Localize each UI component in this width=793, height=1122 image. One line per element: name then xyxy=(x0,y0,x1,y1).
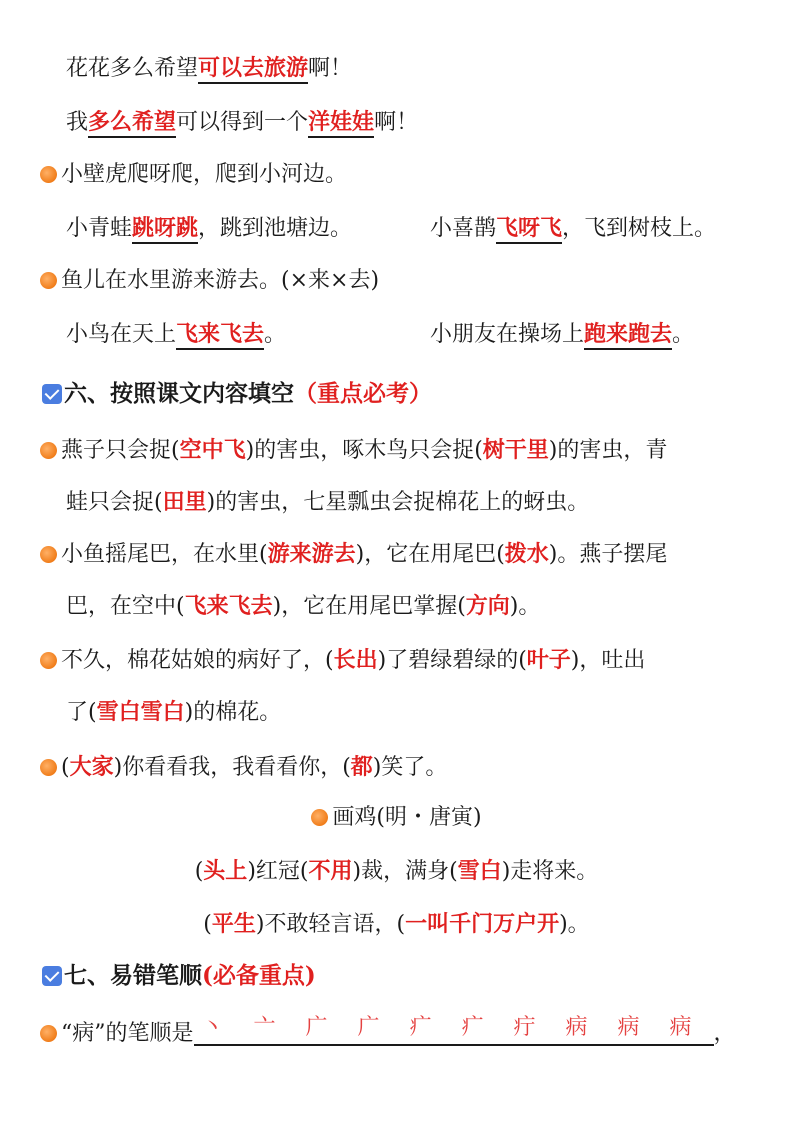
bullet-icon xyxy=(40,442,57,459)
answer-text: 头上 xyxy=(203,858,248,884)
poem-line xyxy=(0,855,793,887)
stroke-step: 病 xyxy=(669,1015,692,1040)
text: 小鸟在天上 xyxy=(66,322,177,347)
bullet-line xyxy=(0,751,793,783)
text: ，飞到树枝上。 xyxy=(562,216,717,241)
text: 啊！ xyxy=(374,110,419,135)
stroke-step: 病 xyxy=(617,1015,640,1040)
text: 不久，棉花姑娘的病好了，( xyxy=(61,648,334,673)
answer-text: 大家 xyxy=(69,754,114,780)
text: ( xyxy=(194,859,204,884)
answer-text: 跳呀跳 xyxy=(132,215,198,244)
stroke-step: 病 xyxy=(565,1015,588,1040)
text: 小朋友在操场上 xyxy=(430,322,585,347)
stroke-step: 丶 xyxy=(201,1015,224,1040)
text: )的害虫，七星瓢虫会捉棉花上的蚜虫。 xyxy=(206,490,590,515)
text: ， xyxy=(713,1021,736,1046)
answer-text: 长出 xyxy=(333,647,378,673)
text: 燕子只会捉( xyxy=(61,438,180,463)
checkbox-icon xyxy=(42,966,62,986)
stroke-step: 广 xyxy=(305,1015,328,1040)
sentence-line xyxy=(0,212,793,244)
stroke-step: 亠 xyxy=(253,1015,276,1040)
bullet-line xyxy=(0,159,793,191)
answer-text: 田里 xyxy=(162,489,207,515)
answer-text: 游来游去 xyxy=(267,541,356,567)
answer-text: 跑来跑去 xyxy=(584,321,672,350)
answer-text: 不用 xyxy=(308,858,353,884)
bullet-icon xyxy=(40,272,57,289)
stroke-step: 疔 xyxy=(513,1015,536,1040)
section-heading xyxy=(0,960,793,992)
bullet-line xyxy=(0,434,793,466)
text: )。燕子摆尾 xyxy=(548,542,668,567)
answer-text: 可以去旅游 xyxy=(198,55,308,84)
sentence-line xyxy=(0,590,793,622)
stroke-step: 广 xyxy=(357,1015,380,1040)
sentence-line xyxy=(0,486,793,518)
section-heading xyxy=(0,378,793,410)
text: 可以得到一个 xyxy=(176,110,309,135)
text: )。 xyxy=(559,912,590,937)
text: )，吐出 xyxy=(570,648,646,673)
text: 了( xyxy=(66,700,97,725)
text: )你看看我，我看看你，( xyxy=(113,755,351,780)
bullet-icon xyxy=(40,166,57,183)
text: 啊！ xyxy=(308,56,353,81)
stroke-step: 疒 xyxy=(461,1015,484,1040)
bullet-line xyxy=(0,1014,793,1046)
poem-line xyxy=(0,908,793,940)
answer-text: 飞来飞去 xyxy=(184,593,273,619)
bullet-icon xyxy=(311,809,328,826)
text: 鱼儿在水里游来游去。(×来×去) xyxy=(61,268,380,293)
section-tag: (必备重点) xyxy=(202,962,316,989)
text: )，它在用尾巴( xyxy=(355,542,505,567)
answer-text: 飞来飞去 xyxy=(176,321,264,350)
poem-title-line xyxy=(0,802,793,834)
answer-text: 多么希望 xyxy=(88,109,176,138)
text: 小壁虎爬呀爬，爬到小河边。 xyxy=(61,162,348,187)
answer-text: 空中飞 xyxy=(179,437,246,463)
text: “病”的笔顺是 xyxy=(61,1021,194,1046)
text: )不敢轻言语，( xyxy=(255,912,406,937)
text: ，跳到池塘边。 xyxy=(198,216,353,241)
bullet-icon xyxy=(40,759,57,776)
text: 蛙只会捉( xyxy=(66,490,163,515)
answer-text: 叶子 xyxy=(526,647,571,673)
answer-text: 飞呀飞 xyxy=(496,215,562,244)
text: )的害虫，啄木鸟只会捉( xyxy=(245,438,483,463)
sentence-line xyxy=(0,106,793,138)
text: ( xyxy=(203,912,212,937)
text: 小鱼摇尾巴，在水里( xyxy=(61,542,268,567)
text: ( xyxy=(61,755,70,780)
sentence-line xyxy=(0,318,793,350)
text: 。 xyxy=(672,322,695,347)
text: 。 xyxy=(264,322,287,347)
text: )。 xyxy=(509,594,541,619)
text: 我 xyxy=(66,110,89,135)
answer-text: 雪白雪白 xyxy=(96,699,185,725)
sentence-line xyxy=(0,52,793,84)
answer-text: 都 xyxy=(350,754,373,780)
bullet-icon xyxy=(40,546,57,563)
section-title: 六、按照课文内容填空 xyxy=(64,380,294,407)
text: )裁，满身( xyxy=(352,859,458,884)
text: )走将来。 xyxy=(501,859,599,884)
section-tag: （重点必考） xyxy=(294,380,432,407)
poem-title: 画鸡(明・唐寅) xyxy=(332,805,482,830)
answer-text: 方向 xyxy=(465,593,510,619)
bullet-icon xyxy=(40,1025,57,1042)
text: )了碧绿碧绿的( xyxy=(377,648,527,673)
bullet-line xyxy=(0,538,793,570)
text: 小青蛙 xyxy=(66,216,133,241)
text: )的棉花。 xyxy=(184,700,282,725)
text: )的害虫，青 xyxy=(548,438,668,463)
text: 巴，在空中( xyxy=(66,594,185,619)
answer-text: 洋娃娃 xyxy=(308,109,374,138)
bullet-icon xyxy=(40,652,57,669)
answer-text: 平生 xyxy=(211,911,256,937)
stroke-order-answer xyxy=(194,1014,714,1046)
bullet-line xyxy=(0,265,793,297)
text: )笑了。 xyxy=(372,755,448,780)
bullet-line xyxy=(0,644,793,676)
stroke-step: 疒 xyxy=(409,1015,432,1040)
answer-text: 树干里 xyxy=(482,437,549,463)
section-title: 七、易错笔顺 xyxy=(64,962,202,989)
text: 小喜鹊 xyxy=(430,216,497,241)
text: )，它在用尾巴掌握( xyxy=(272,594,466,619)
checkbox-icon xyxy=(42,384,62,404)
answer-text: 一叫千门万户开 xyxy=(405,911,560,937)
answer-text: 雪白 xyxy=(457,858,502,884)
text: )红冠( xyxy=(247,859,309,884)
answer-text: 拨水 xyxy=(504,541,549,567)
sentence-line xyxy=(0,696,793,728)
text: 花花多么希望 xyxy=(66,56,199,81)
